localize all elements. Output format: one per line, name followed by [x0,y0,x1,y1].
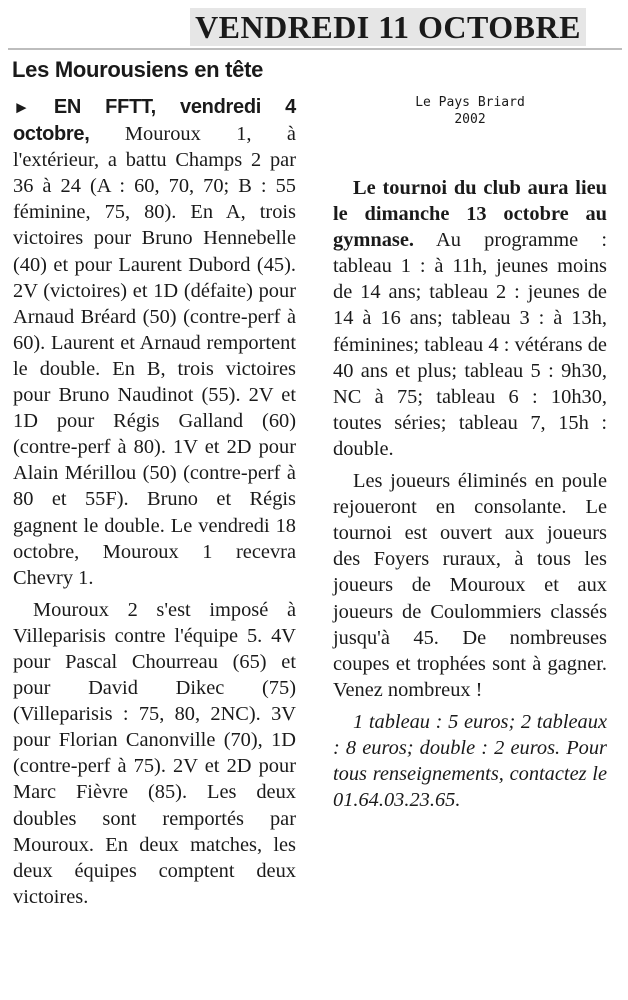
left-column [13,94,296,910]
triangle-bullet-icon: ► [13,98,30,117]
left-paragraph-1-body: Mouroux 1, à l'extérieur, a battu Champs 2 par 36 à 24 (A : 60, 70, 70; B : 55 féminine, 75, 80). En A, trois victoires pour Bruno Hennebelle (40) et pour Laurent Dubord (45). 2V (victoires) et 1D (défaite) pour Arnaud Bréard (50) (contre-perf à 60). Laurent et Arnaud remportent le double. En B, trois victoires pour Bruno Naudinot (55). 2V et 1D pour Régis Galland (60) (contre-perf à 80). 1V et 2D pour Alain Mérillou (50) (contre-perf à 80 et 55F). Bruno et Régis gagnent le double. Le vendredi 18 octobre, Mouroux 1 recevra Chevry 1. [13,123,296,589]
lead-in: EN FFTT, vendredi 4 octobre, [13,96,296,146]
source-credit [370,94,570,128]
right-paragraph-3-prices: 1 tableau : 5 euros; 2 tableaux : 8 euros; double : 2 euros. Pour tous renseignements, contactez le 01.64.03.23.65. [333,710,607,812]
left-paragraph-1 [13,94,296,591]
left-paragraph-2: Mouroux 2 s'est imposé à Villeparisis contre l'équipe 5. 4V pour Pascal Chourreau (65) et pour David Dikec (75) (Villeparisis : 75, 80, 2NC). 3V pour Florian Canonville (70), 1D (contre-perf à 75). 2V et 2D pour Marc Fièvre (85). Les deux doubles sont remportés par Mouroux. En deux matches, les deux équipes comptent deux victoires. [13,598,296,908]
right-paragraph-2: Les joueurs éliminés en poule rejoueront en consolante. Le tournoi est ouvert aux joueurs des Foyers ruraux, à tous les joueurs de Mouroux et aux joueurs de Coulommiers classés jusqu'à 45. De nombreuses coupes et trophées sont à gagner. Venez nombreux ! [333,470,607,701]
right-paragraph-1-body: Au programme : tableau 1 : à 11h, jeunes moins de 14 ans; tableau 2 : jeunes de 14 à 16 ans; tableau 3 : à 13h, féminines; tableau 4 : vétérans de 40 ans et plus; tableau 5 : 9h30, NC à 75; tableau 6 : 10h30, toutes séries; tableau 7, 15h : double. [333,229,607,460]
dateline: VENDREDI 11 OCTOBRE [190,8,586,46]
right-column [333,175,607,813]
right-paragraph-1 [333,175,607,462]
source-name: Le Pays Briard [415,95,525,110]
source-year: 2002 [454,112,486,127]
article-headline: Les Mourousiens en tête [12,57,264,82]
tournament-announcement: Le tournoi du club aura lieu le dimanche 13 octobre au gymnase. [333,177,607,252]
dateline-rule [8,48,622,50]
